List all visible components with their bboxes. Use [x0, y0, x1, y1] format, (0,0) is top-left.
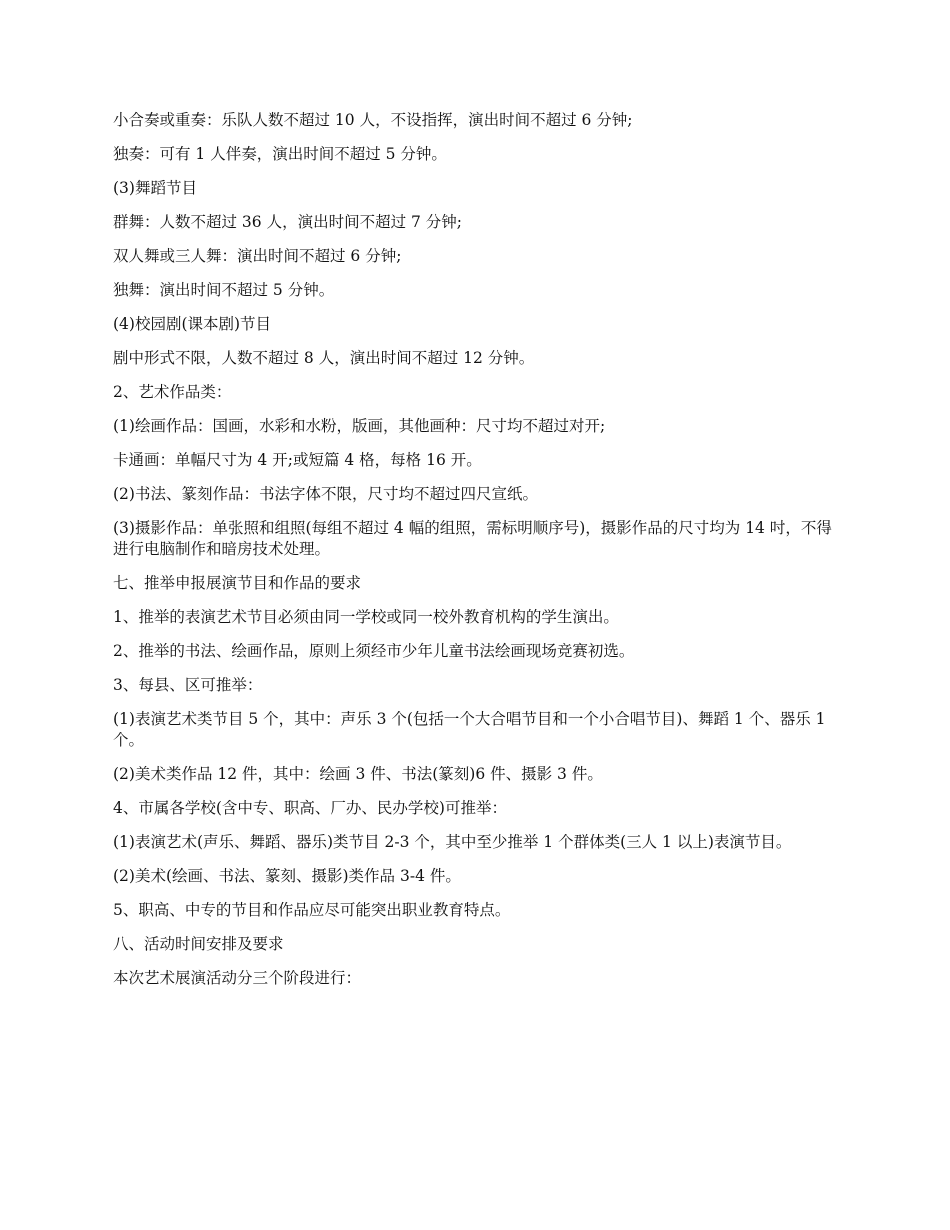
- paragraph: 剧中形式不限，人数不超过 8 人，演出时间不超过 12 分钟。: [113, 349, 535, 367]
- section-heading: 2、艺术作品类：: [113, 383, 232, 401]
- paragraph: 4、市属各学校(含中专、职高、厂办、民办学校)可推举：: [113, 799, 507, 817]
- paragraph: (2)书法、篆刻作品：书法字体不限，尺寸均不超过四尺宣纸。: [113, 485, 538, 503]
- paragraph: 独奏：可有 1 人伴奏，演出时间不超过 5 分钟。: [113, 145, 447, 163]
- paragraph: 群舞：人数不超过 36 人，演出时间不超过 7 分钟;: [113, 213, 463, 231]
- paragraph: (1)表演艺术(声乐、舞蹈、器乐)类节目 2-3 个，其中至少推举 1 个群体类(三人 1 以上)表演节目。: [113, 833, 792, 851]
- paragraph: 卡通画：单幅尺寸为 4 开;或短篇 4 格，每格 16 开。: [113, 451, 482, 469]
- paragraph: 独舞：演出时间不超过 5 分钟。: [113, 281, 335, 299]
- section-heading: (3)舞蹈节目: [113, 179, 197, 197]
- section-heading: 八、活动时间安排及要求: [113, 935, 284, 953]
- paragraph: 双人舞或三人舞：演出时间不超过 6 分钟;: [113, 247, 402, 265]
- paragraph: 本次艺术展演活动分三个阶段进行：: [113, 969, 362, 987]
- document-body: [113, 110, 843, 1002]
- paragraph: 1、推举的表演艺术节目必须由同一学校或同一校外教育机构的学生演出。: [113, 608, 619, 626]
- paragraph: 3、每县、区可推举：: [113, 676, 263, 694]
- paragraph: (2)美术类作品 12 件，其中：绘画 3 件、书法(篆刻)6 件、摄影 3 件。: [113, 765, 603, 783]
- paragraph: (2)美术(绘画、书法、篆刻、摄影)类作品 3-4 件。: [113, 867, 461, 885]
- paragraph: (1)表演艺术类节目 5 个，其中：声乐 3 个(包括一个大合唱节目和一个小合唱节目)、舞蹈 1 个、器乐 1 个。: [113, 710, 826, 749]
- paragraph: (3)摄影作品：单张照和组照(每组不超过 4 幅的组照，需标明顺序号)，摄影作品的尺寸均为 14 吋，不得进行电脑制作和暗房技术处理。: [113, 519, 832, 558]
- section-heading: 七、推举申报展演节目和作品的要求: [113, 574, 362, 592]
- section-heading: (4)校园剧(课本剧)节目: [113, 315, 272, 333]
- paragraph: 2、推举的书法、绘画作品，原则上须经市少年儿童书法绘画现场竞赛初选。: [113, 642, 635, 660]
- paragraph: (1)绘画作品：国画，水彩和水粉，版画，其他画种：尺寸均不超过对开;: [113, 417, 606, 435]
- paragraph: 小合奏或重奏：乐队人数不超过 10 人，不设指挥，演出时间不超过 6 分钟;: [113, 111, 633, 129]
- paragraph: 5、职高、中专的节目和作品应尽可能突出职业教育特点。: [113, 901, 511, 919]
